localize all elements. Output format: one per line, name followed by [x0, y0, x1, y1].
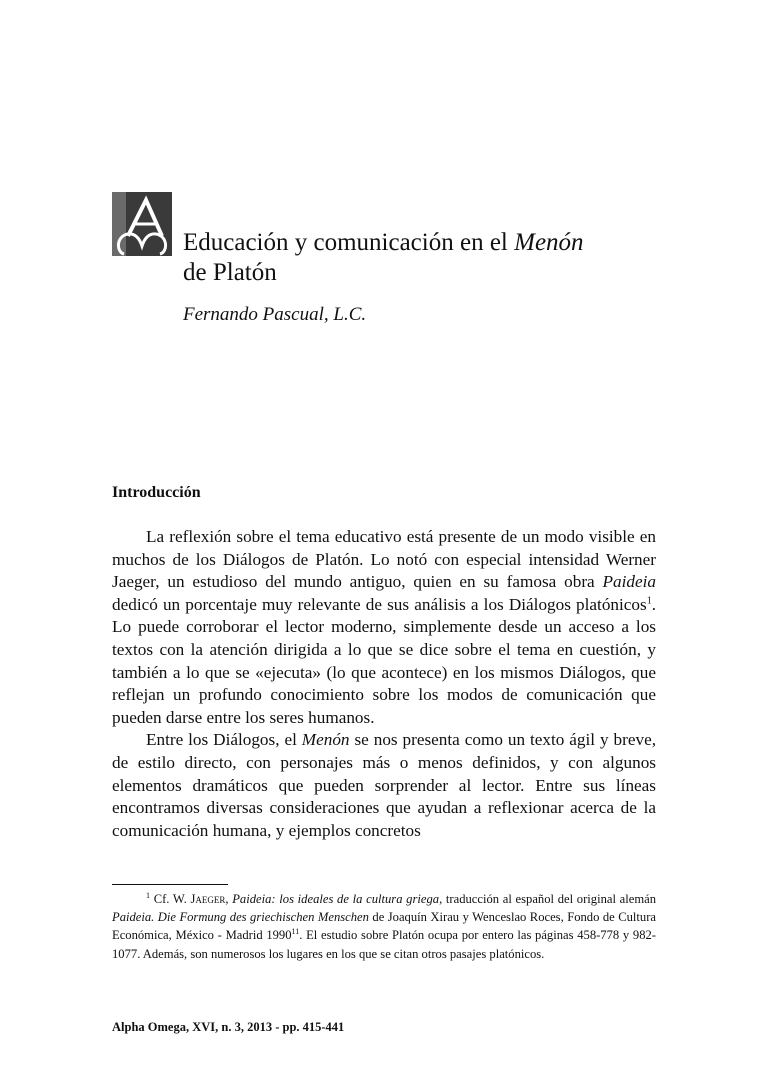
paragraph-1-text-b: dedicó un porcentaje muy relevante de sus análisis a los Diálogos platónicos	[112, 594, 647, 614]
footnote-ref: 1	[646, 595, 652, 607]
paideia-italic: Paideia	[602, 572, 656, 592]
footnote-work-title: Paideia: los ideales de la cultura griega	[232, 892, 440, 906]
paragraph-2-text-a: Entre los Diálogos, el	[146, 730, 302, 750]
footnote-number: 1	[146, 890, 150, 900]
footnote	[112, 890, 656, 963]
footnote-original-title: Paideia. Die Formung des griechischen Menschen	[112, 910, 369, 925]
section-heading: Introducción	[112, 484, 201, 501]
menon-italic: Menón	[301, 730, 350, 750]
author-name: Fernando Pascual, L.C.	[183, 304, 367, 325]
footnote-edition: 11	[291, 927, 300, 937]
body-text	[112, 526, 656, 842]
footnote-1	[112, 890, 656, 963]
footnote-divider	[112, 884, 228, 885]
footnote-cf: Cf. W.	[150, 892, 191, 906]
article-title	[183, 228, 703, 288]
footnote-text-a: , traducción al español del original alemán	[439, 892, 657, 906]
footnote-comma: ,	[225, 892, 233, 906]
journal-reference: Alpha Omega, XVI, n. 3, 2013 - pp. 415-441	[112, 1020, 345, 1034]
footnote-text-c: . El estudio sobre Platón ocupa por entero las páginas 458-778 y 982-1077. Además, son numerosos los lugares en los que se citan otros pasajes platónicos.	[112, 928, 656, 961]
paragraph-1-text-a: La reflexión sobre el tema educativo está presente de un modo visible en muchos de los Diálogos de Platón. Lo notó con especial intensidad Werner Jaeger, un estudioso del mundo antiguo, quien en su famosa obra	[112, 527, 656, 592]
title-italic: Menón	[514, 229, 584, 256]
title-part1: Educación y comunicación en el	[183, 229, 515, 256]
paragraph-2-text-b: se nos presenta como un texto ágil y breve, de estilo directo, con personajes más o menos definidos, y con algunos elementos dramáticos que pueden sorprender al lector. Entre sus líneas encontramos diversas consideraciones que ayudan a reflexionar acerca de la comunicación humana, y ejemplos concretos	[112, 730, 656, 840]
paragraph-1-text-c: . Lo puede corroborar el lector moderno, simplemente desde un acceso a los textos con la atención dirigida a lo que se dice sobre el tema en cuestión, y también a lo que se «ejecuta» (lo que acontece) en los mismos Diálogos, que reflejan un profundo conocimiento sobre los modos de comunicación que pueden darse entre los seres humanos.	[112, 594, 656, 727]
title-part2: de Platón	[183, 259, 277, 286]
alpha-omega-logo	[112, 192, 172, 256]
footnote-author: Jaeger	[190, 892, 226, 906]
paragraph-1	[112, 526, 656, 729]
paragraph-2	[112, 729, 656, 842]
footnote-text-b: de Joaquín Xirau y Wenceslao Roces, Fondo de Cultura Económica, México - Madrid 1990	[112, 910, 657, 943]
